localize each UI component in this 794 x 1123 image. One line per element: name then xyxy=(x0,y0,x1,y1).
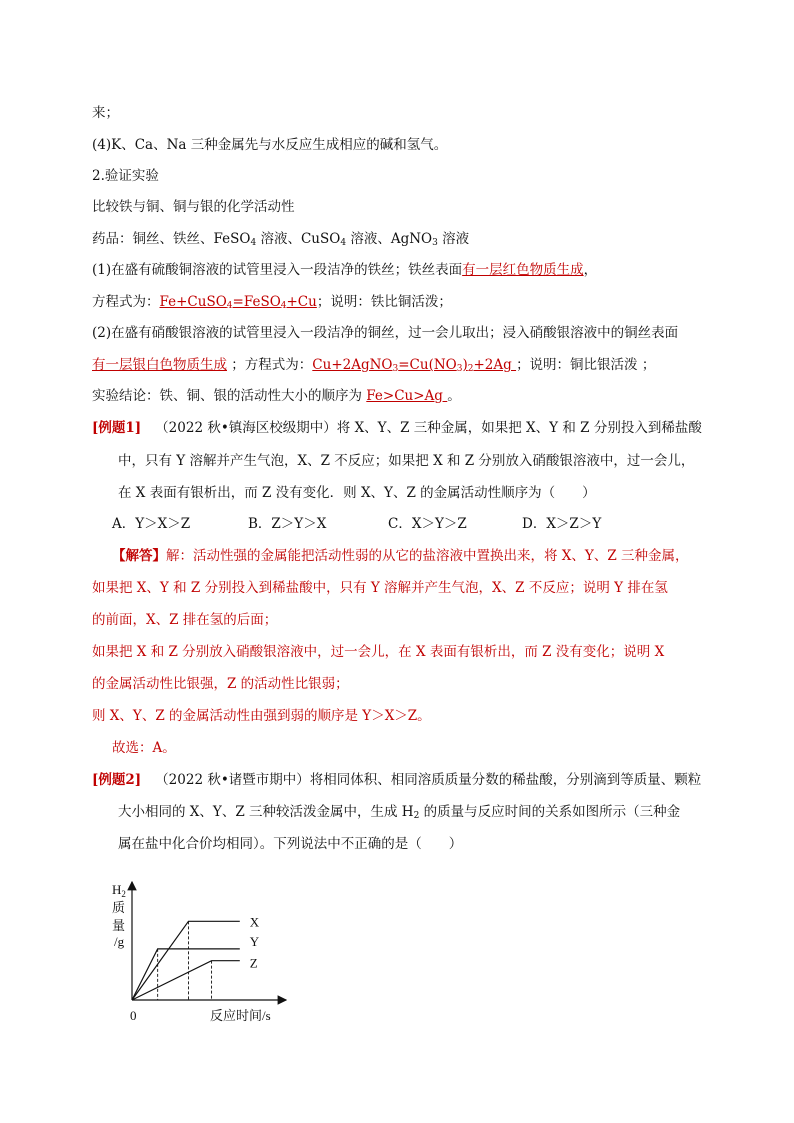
answer-blank: 有一层红色物质生成 xyxy=(462,262,584,278)
series-label-y: Y xyxy=(249,933,260,949)
answer-line: 如果把 X、Y 和 Z 分别投入到稀盐酸中，只有 Y 溶解并产生气泡，X、Z 不反应；说明 Y 排在氢 xyxy=(92,580,668,596)
answer-line: 的前面，X、Z 排在氢的后面； xyxy=(92,612,278,628)
text-line: 比较铁与铜、铜与银的化学活动性 xyxy=(92,199,295,215)
y-label-4: /g xyxy=(114,934,125,949)
equation-line-2: 有一层银白色物质生成 ；方程式为：$Cu+2AgNO_3=Cu(NO_3)_2+2Ag$ ；说明：铜比银活泼 ； xyxy=(92,357,656,374)
example-2-line: 大小相同的 X、Y、Z 三种较活泼金属中，生成 $H_2$ 的质量与反应时间的关系如图所示（三种金 xyxy=(118,804,681,821)
equation-line-1: 方程式为：Fe+CuSO$_4$=FeSO$_4$+Cu；说明：铁比铜活泼； xyxy=(92,294,452,311)
equation-answer: $Cu+2AgNO_3=Cu(NO_3)_2+2Ag$ xyxy=(312,357,517,374)
y-label-h: $H_2$ xyxy=(112,882,126,899)
example-tag: [例题1] xyxy=(92,420,142,436)
text-line: 来； xyxy=(92,105,119,121)
y-label-2: 质 xyxy=(112,900,126,915)
text-line: (4)K、Ca、Na 三种金属先与水反应生成相应的碱和氢气。 xyxy=(92,137,448,153)
h2-mass-chart xyxy=(108,880,408,1030)
example-1-line: 中，只有 Y 溶解并产生气泡，X、Z 不反应；如果把 X 和 Z 分别放入硝酸银溶液中，过一会儿， xyxy=(118,453,695,469)
options-row xyxy=(112,514,672,534)
example-tag: [例题2] xyxy=(92,772,142,788)
answer-line: 【解答】解：活动性强的金属能把活动性弱的从它的盐溶液中置换出来，将 X、Y、Z 三种金属， xyxy=(112,548,689,564)
y-label-3: 量 xyxy=(112,918,126,933)
equation-answer: Fe+CuSO$_4$=FeSO$_4$+Cu xyxy=(159,294,317,311)
origin-label: 0 xyxy=(130,1008,137,1023)
x-label: 反应时间/s xyxy=(210,1008,271,1023)
option-a: A．Y＞X＞Z xyxy=(112,516,191,532)
experiment-1: (1)在盛有硫酸铜溶液的试管里浸入一段洁净的铁丝；铁丝表面有一层红色物质生成， xyxy=(92,262,598,278)
answer-blank: 有一层银白色物质生成 xyxy=(92,357,227,373)
option-d: D．X＞Z＞Y xyxy=(522,516,602,532)
example-2-line: 属在盐中化合价均相同）。下列说法中不正确的是（ ） xyxy=(118,836,463,852)
answer-tag: 【解答】 xyxy=(112,548,166,564)
conclusion-line: 实验结论：铁、铜、银的活动性大小的顺序为 Fe>Cu>Ag 。 xyxy=(92,388,461,404)
example-2-line: [例题2] （2022 秋•诸暨市期中）将相同体积、相同溶质质量分数的稀盐酸，分别滴到等质量、颗粒 xyxy=(92,772,702,788)
option-c: C．X＞Y＞Z xyxy=(388,516,467,532)
answer-line: 故选：A。 xyxy=(112,740,176,756)
answer-blank: Fe>Cu>Ag xyxy=(366,388,448,404)
answer-line: 如果把 X 和 Z 分别放入硝酸银溶液中，过一会儿，在 X 表面有银析出，而 Z 没有变化；说明 X xyxy=(92,644,665,660)
example-1-line: [例题1] （2022 秋•镇海区校级期中）将 X、Y、Z 三种金属，如果把 X、Y 和 Z 分别投入到稀盐酸 xyxy=(92,420,702,436)
answer-line: 的金属活动性比银强，Z 的活动性比银弱； xyxy=(92,676,349,692)
section-heading: 2.验证实验 xyxy=(92,168,159,184)
reagents-line: 药品：铜丝、铁丝、FeSO$_4$ 溶液、CuSO$_4$ 溶液、AgNO$_3$ 溶液 xyxy=(92,231,470,248)
answer-line: 则 X、Y、Z 的金属活动性由强到弱的顺序是 Y＞X＞Z。 xyxy=(92,708,431,724)
experiment-2: (2)在盛有硝酸银溶液的试管里浸入一段洁净的铜丝，过一会儿取出；浸入硝酸银溶液中的铜丝表面 xyxy=(92,325,679,341)
option-b: B．Z＞Y＞X xyxy=(248,516,327,532)
series-label-z: Z xyxy=(249,955,258,971)
series-label-x: X xyxy=(249,914,260,930)
example-1-line: 在 X 表面有银析出，而 Z 没有变化．则 X、Y、Z 的金属活动性顺序为（ ） xyxy=(118,485,596,501)
